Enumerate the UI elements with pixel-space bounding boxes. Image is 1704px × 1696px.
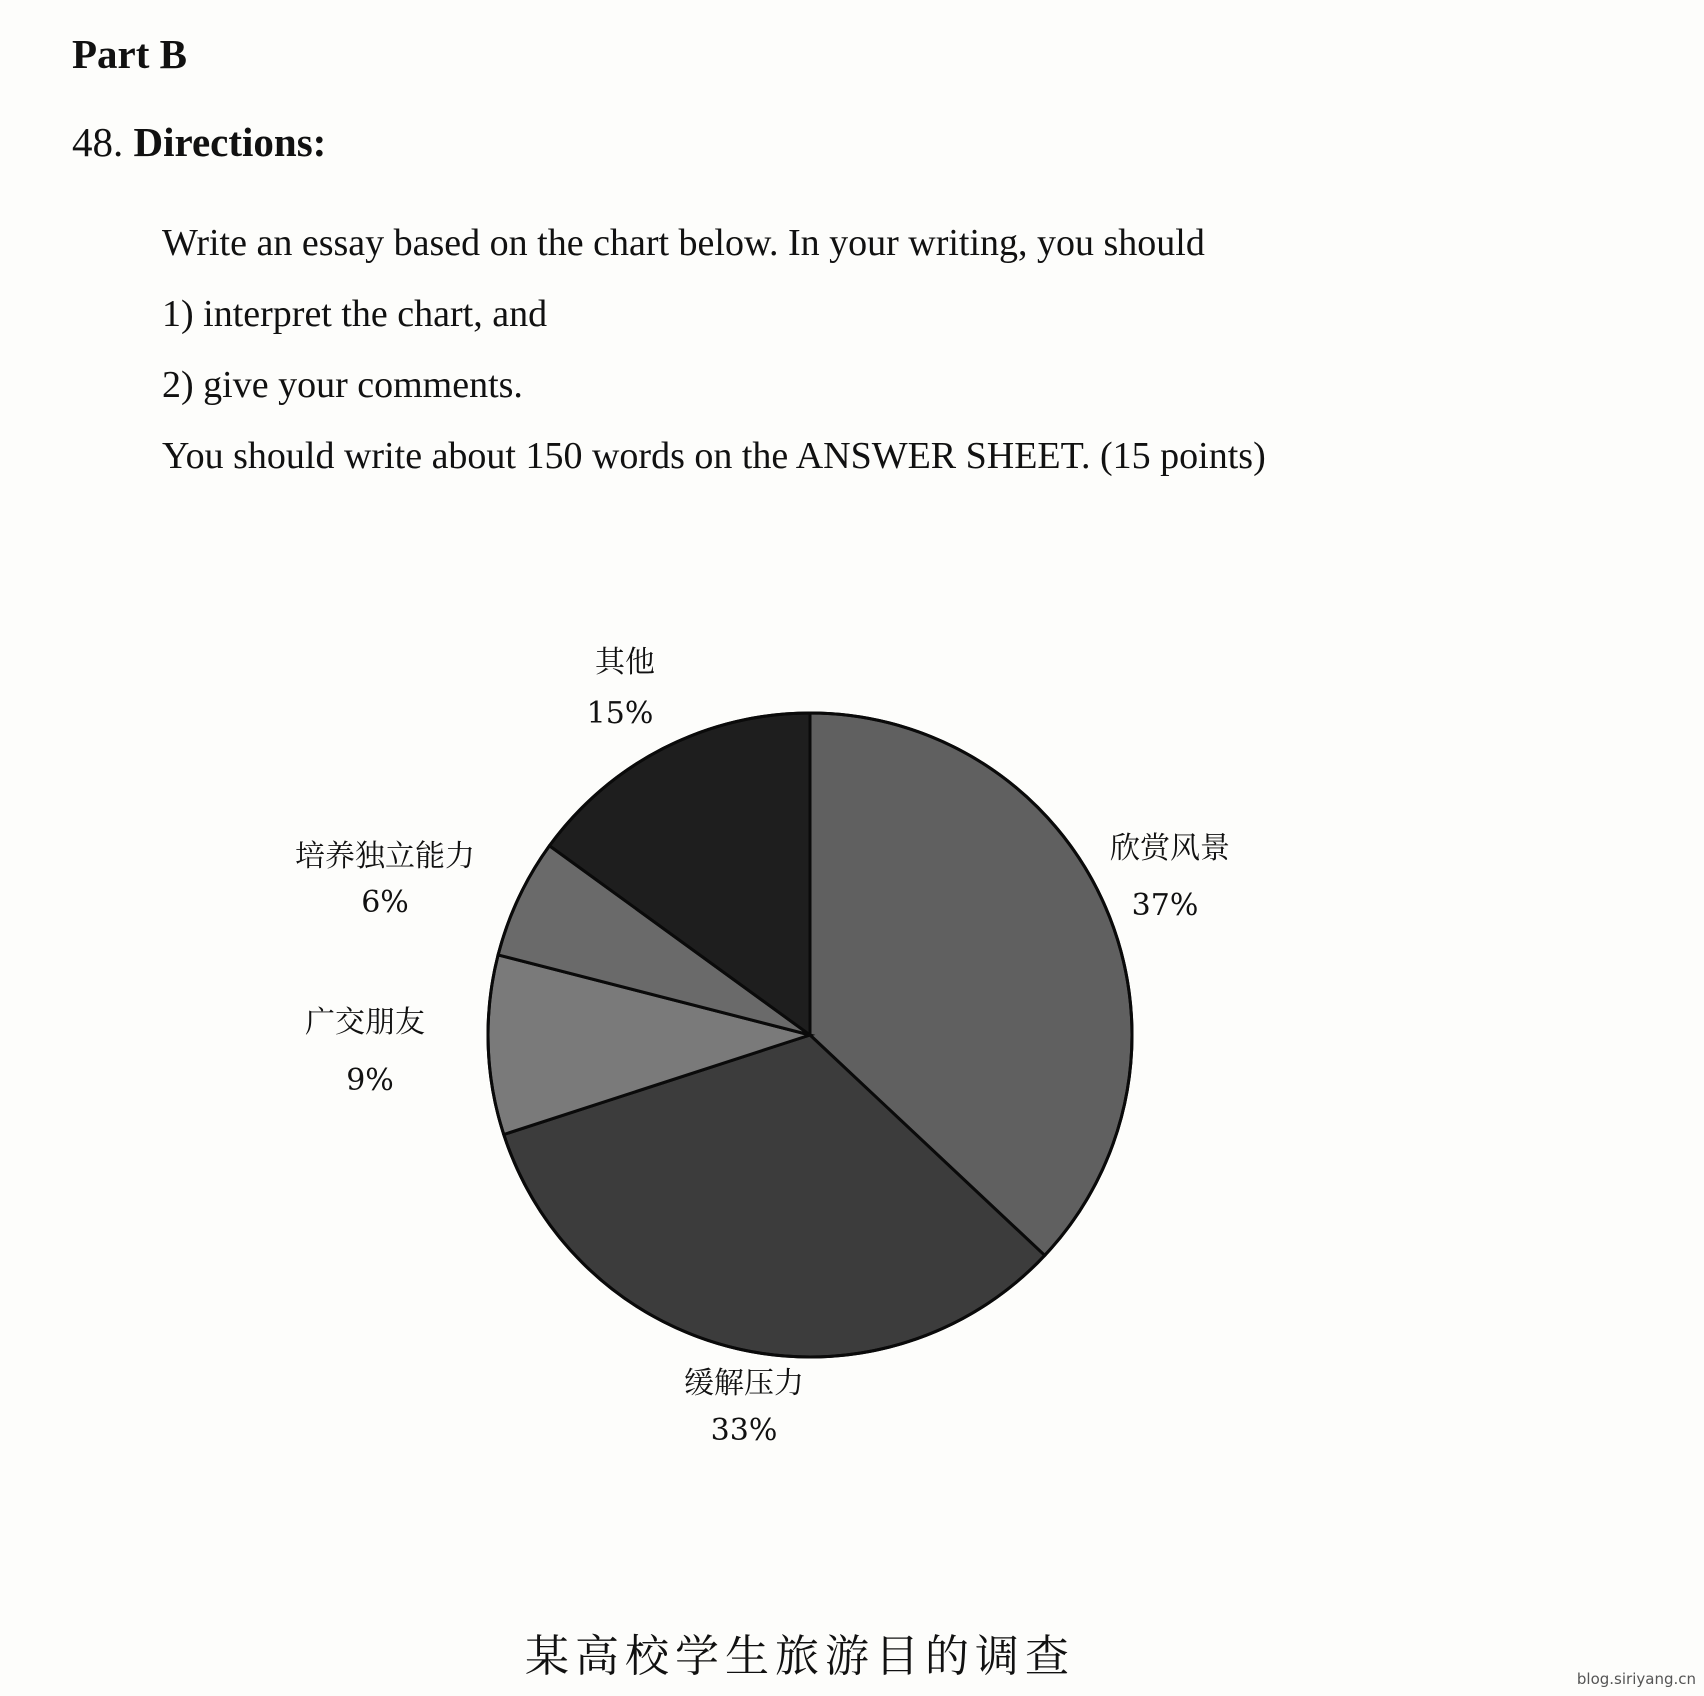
slice-label: 缓解压力	[684, 1366, 804, 1401]
slice-value-label: 15%	[586, 696, 654, 731]
slice-label: 其他	[595, 645, 655, 680]
directions-line: Write an essay based on the chart below. In your writing, you should	[162, 222, 1205, 264]
slice-label: 广交朋友	[305, 1005, 425, 1040]
slice-value-label: 6%	[361, 885, 409, 920]
slice-value-label: 33%	[710, 1413, 778, 1448]
slice-value-label: 9%	[346, 1063, 394, 1098]
part-title: Part B	[72, 31, 187, 77]
chart-title: 某高校学生旅游目的调查	[525, 1631, 1075, 1682]
watermark: blog.siriyang.cn	[1576, 1670, 1696, 1688]
slice-label: 欣赏风景	[1110, 831, 1230, 866]
question-number: 48.	[72, 119, 124, 165]
directions-line: 2) give your comments.	[162, 364, 523, 406]
slice-value-label: 37%	[1131, 888, 1199, 923]
directions-label: Directions:	[133, 119, 327, 165]
directions-line: You should write about 150 words on the ANSWER SHEET. (15 points)	[162, 435, 1266, 477]
directions-line: 1) interpret the chart, and	[162, 293, 548, 335]
slice-label: 培养独立能力	[295, 839, 475, 874]
